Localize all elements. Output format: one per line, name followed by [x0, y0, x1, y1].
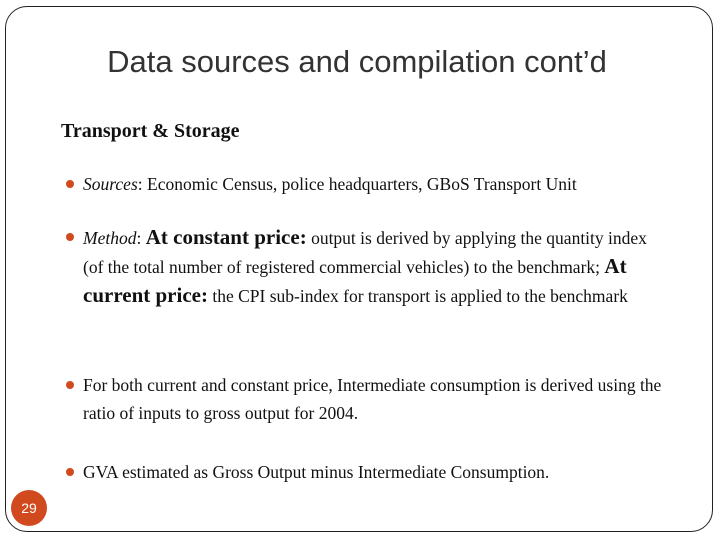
section-heading: Transport & Storage: [61, 120, 240, 142]
constant-price-label: At constant price:: [145, 225, 307, 249]
bullet-icon: [66, 468, 74, 476]
slide-number: 29: [11, 490, 47, 526]
sources-label: Sources: [83, 174, 138, 194]
method-label: Method: [83, 228, 137, 248]
constant-price-text: output is derived by applying the quantity index (of the total number of registered commercial vehicles) to the benchmark;: [83, 228, 647, 277]
bullet-method: [66, 223, 666, 310]
bullet-sources: [66, 170, 686, 198]
gva-text: GVA estimated as Gross Output minus Intermediate Consumption.: [83, 462, 550, 482]
method-sep: :: [136, 228, 146, 248]
bullet-intermediate-consumption: [66, 371, 676, 427]
current-price-text: the CPI sub-index for transport is applied to the benchmark: [207, 286, 628, 306]
bullet-gva: [66, 458, 676, 486]
sources-text: : Economic Census, police headquarters, GBoS Transport Unit: [137, 174, 577, 194]
bullet-icon: [66, 180, 74, 188]
bullet-icon: [66, 381, 74, 389]
ic-text: For both current and constant price, Intermediate consumption is derived using the ratio of inputs to gross output for 2004.: [83, 375, 662, 423]
current-price-label: At current price:: [83, 254, 627, 307]
bullet-icon: [66, 233, 74, 241]
slide-title: Data sources and compilation cont’d: [107, 44, 607, 79]
